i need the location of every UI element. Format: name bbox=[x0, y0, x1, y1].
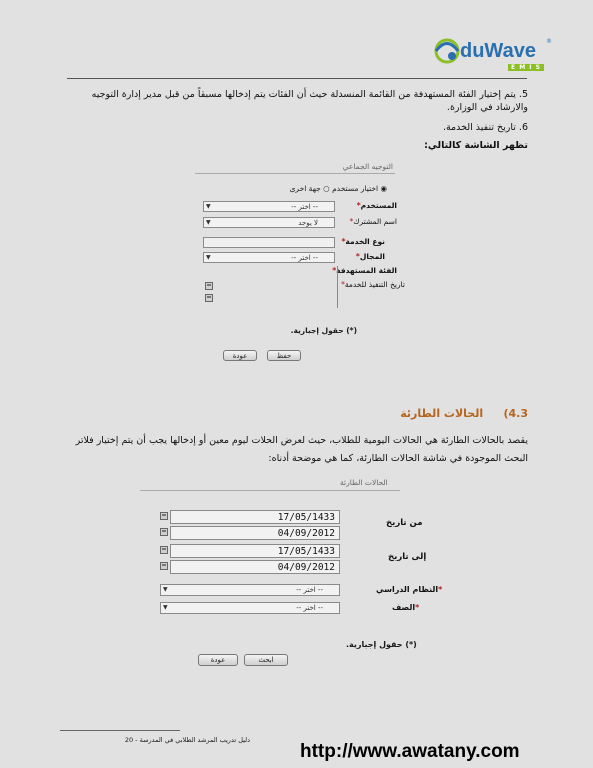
user-select-value: -- اختر -- bbox=[291, 203, 318, 211]
field-select-value: -- اختر -- bbox=[291, 254, 318, 262]
chevron-down-icon: ▼ bbox=[163, 586, 168, 593]
form-title: الحالات الطارئة bbox=[340, 478, 388, 487]
calendar-icon[interactable] bbox=[160, 546, 168, 554]
form-title: التوجيه الجماعي bbox=[342, 162, 393, 171]
system-label: *النظام الدراسي bbox=[376, 585, 443, 594]
footer-page-text: دليل تدريب المرشد الطلابي في المدرسة - 20 bbox=[124, 736, 250, 744]
radio-other[interactable]: ○ جهة اخرى bbox=[289, 184, 330, 193]
required-note: (*) حقول إجبارية. bbox=[346, 640, 417, 649]
radio-group bbox=[290, 184, 387, 193]
required-note: (*) حقول إجبارية. bbox=[290, 326, 357, 335]
field-label: المجال* bbox=[355, 252, 385, 261]
search-button[interactable]: ابحث bbox=[244, 654, 288, 666]
calendar-icon[interactable] bbox=[160, 562, 168, 570]
target-listbox[interactable] bbox=[217, 266, 338, 308]
list-item-5: 5. يتم إختيار الفئة المستهدفة من القائمة المنسدلة حيث أن الفئات يتم إدخالها مسبقاً من قبل مدير إدارة التوجيه والارشاد في الوزارة. bbox=[91, 89, 528, 113]
system-select-value: -- اختر -- bbox=[296, 586, 323, 594]
back-button[interactable]: عودة bbox=[198, 654, 238, 666]
to-date-greg-input[interactable]: 04/09/2012 bbox=[170, 560, 340, 574]
form-guidance bbox=[195, 160, 417, 370]
participant-select[interactable] bbox=[203, 217, 335, 228]
calendar-icon[interactable] bbox=[205, 282, 213, 290]
participant-label: اسم المشترك* bbox=[349, 217, 397, 226]
watermark-url: http://www.awatany.com bbox=[300, 741, 520, 762]
section-title: الحالات الطارئة bbox=[400, 407, 484, 420]
from-date-label: من تاريخ bbox=[386, 518, 423, 528]
list-item-6: 6. تاريخ تنفيذ الخدمة. bbox=[442, 122, 528, 133]
back-button[interactable]: عودة bbox=[223, 350, 257, 361]
user-select[interactable] bbox=[203, 201, 335, 212]
calendar-icon[interactable] bbox=[160, 528, 168, 536]
radio-user-label: اختيار مستخدم bbox=[332, 184, 379, 193]
section-number: 4.3) bbox=[503, 407, 528, 420]
section-heading bbox=[340, 402, 528, 420]
logo-subtext: E M I S bbox=[508, 64, 544, 71]
header-rule bbox=[67, 78, 527, 79]
chevron-down-icon: ▼ bbox=[206, 219, 211, 226]
participant-select-value: لا يوجد bbox=[298, 219, 318, 227]
screen-caption: تظهر الشاشة كالتالي: bbox=[424, 140, 528, 151]
to-date-label: إلى تاريخ bbox=[388, 552, 427, 562]
grade-label: *الصف bbox=[392, 603, 420, 612]
calendar-icon[interactable] bbox=[205, 294, 213, 302]
system-select[interactable] bbox=[160, 584, 340, 596]
section-paragraph: يقصد بالحالات الطارئة هي الحالات اليومية للطلاب، حيث لعرض الحلات ليوم معين أو إدخالها يجب أن يتم إختيار فلاتر البحث الموجودة في شاشة الحالات الطارئة، كما هي موضحة أدناه: bbox=[75, 435, 528, 464]
chevron-down-icon: ▼ bbox=[206, 254, 211, 261]
save-button[interactable]: حفظ bbox=[267, 350, 301, 361]
form-emergency bbox=[140, 474, 443, 674]
from-date-greg-input[interactable]: 04/09/2012 bbox=[170, 526, 340, 540]
chevron-down-icon: ▼ bbox=[163, 604, 168, 611]
logo-swirl-icon bbox=[430, 34, 464, 68]
service-type-label: نوع الخدمة* bbox=[341, 237, 385, 246]
field-select[interactable] bbox=[203, 252, 335, 263]
grade-select-value: -- اختر -- bbox=[296, 604, 323, 612]
form-title-rule bbox=[195, 173, 395, 174]
target-label: الفئة المستهدفة* bbox=[332, 266, 397, 275]
eduwave-logo bbox=[430, 30, 560, 78]
calendar-icon[interactable] bbox=[160, 512, 168, 520]
logo-mark: ® bbox=[546, 38, 552, 45]
service-type-input[interactable] bbox=[203, 237, 335, 248]
grade-select[interactable] bbox=[160, 602, 340, 614]
radio-other-label: جهة اخرى bbox=[289, 184, 321, 193]
chevron-down-icon: ▼ bbox=[206, 203, 211, 210]
form-title-rule bbox=[140, 490, 400, 491]
to-date-hijri-input[interactable]: 17/05/1433 bbox=[170, 544, 340, 558]
user-label: المستخدم* bbox=[356, 201, 397, 210]
footer-rule bbox=[60, 730, 180, 731]
exec-date-label: تاريخ التنفيذ للخدمة* bbox=[341, 280, 405, 289]
logo-text: duWave bbox=[460, 40, 536, 62]
radio-user[interactable]: ◉ اختيار مستخدم bbox=[332, 184, 387, 193]
from-date-hijri-input[interactable]: 17/05/1433 bbox=[170, 510, 340, 524]
